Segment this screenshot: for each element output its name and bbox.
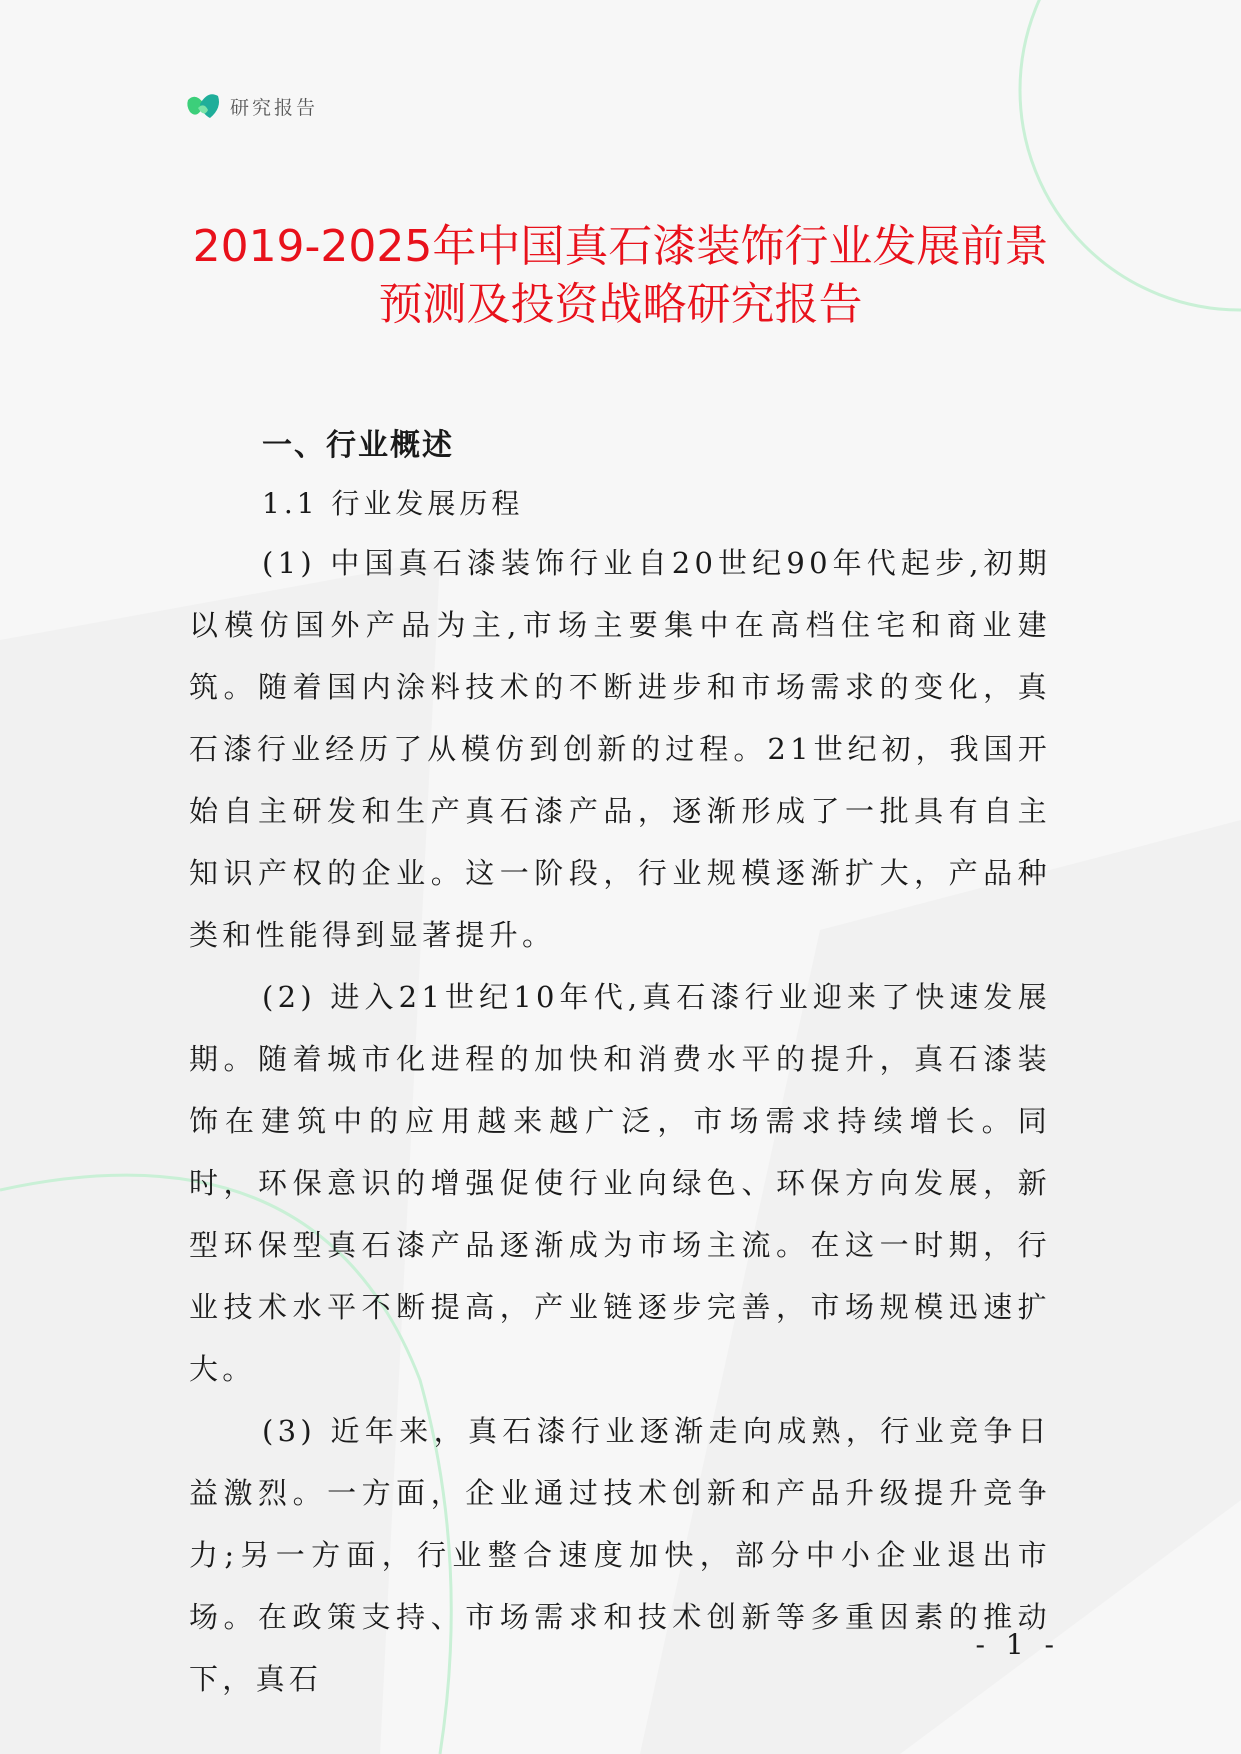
- paragraph-1: (1) 中国真石漆装饰行业自20世纪90年代起步,初期以模仿国外产品为主,市场主要集中在高档住宅和商业建筑。随着国内涂料技术的不断进步和市场需求的变化，真石漆行业经历了从模仿到创新的过程。21世纪初，我国开始自主研发和生产真石漆产品，逐渐形成了一批具有自主知识产权的企业。这一阶段，行业规模逐渐扩大，产品种类和性能得到显著提升。: [189, 546, 1051, 952]
- green-leaf-logo-icon: [186, 90, 222, 122]
- report-title: [150, 218, 1091, 334]
- header-label: 研究报告: [230, 96, 319, 119]
- section-heading: 一、行业概述: [262, 428, 454, 463]
- title-line-2: 预测及投资战略研究报告: [378, 279, 863, 330]
- report-header: [186, 88, 318, 124]
- subsection-heading: 1.1 行业发展历程: [262, 487, 524, 520]
- body-text: [189, 532, 1051, 1710]
- page-number: - 1 -: [975, 1628, 1060, 1661]
- paragraph-3: (3) 近年来，真石漆行业逐渐走向成熟，行业竞争日益激烈。一方面，企业通过技术创新和产品升级提升竞争力;另一方面，行业整合速度加快，部分中小企业退出市场。在政策支持、市场需求和技术创新等多重因素的推动下，真石: [189, 1414, 1051, 1696]
- title-line-1: 2019-2025年中国真石漆装饰行业发展前景: [192, 221, 1049, 272]
- paragraph-2: (2) 进入21世纪10年代,真石漆行业迎来了快速发展期。随着城市化进程的加快和消费水平的提升，真石漆装饰在建筑中的应用越来越广泛，市场需求持续增长。同时，环保意识的增强促使行业向绿色、环保方向发展，新型环保型真石漆产品逐渐成为市场主流。在这一时期，行业技术水平不断提高，产业链逐步完善，市场规模迅速扩大。: [189, 980, 1051, 1386]
